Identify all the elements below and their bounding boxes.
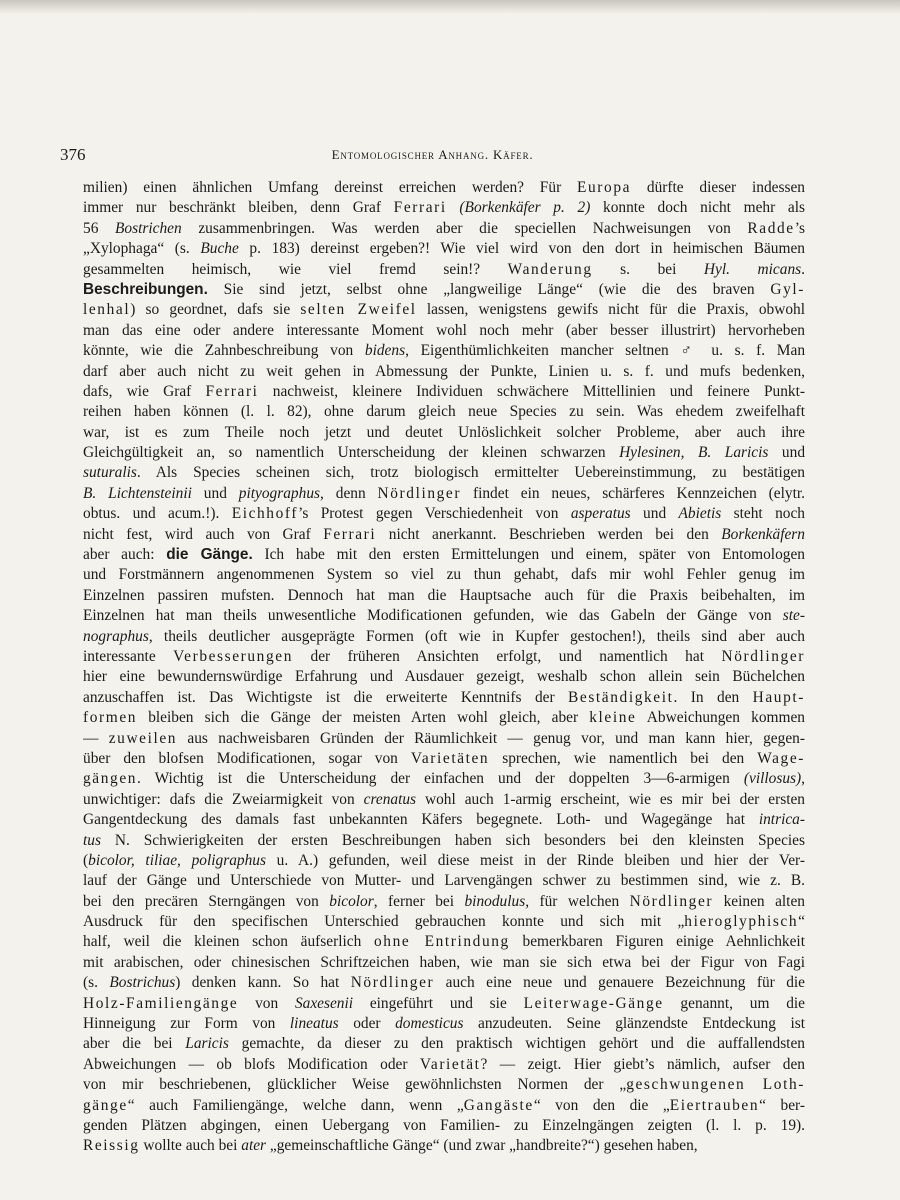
text-run: Nördlinger bbox=[721, 647, 805, 665]
text-line bbox=[83, 1096, 805, 1116]
text-run: domesticus bbox=[395, 1015, 464, 1033]
text-run: und bbox=[630, 505, 679, 523]
text-line bbox=[83, 280, 805, 300]
text-run: Nördlinger bbox=[377, 484, 462, 502]
text-line bbox=[83, 402, 805, 422]
text-run: tus bbox=[83, 831, 101, 849]
text-line bbox=[83, 239, 805, 259]
text-run: „Xylophaga“ (s. bbox=[83, 240, 201, 258]
text-run: ’s Protest gegen Verschiedenheit von bbox=[298, 505, 571, 523]
text-line bbox=[83, 810, 805, 830]
text-run: u. A.) gefunden, weil diese meist in der Rinde bleiben und hier der Ver- bbox=[265, 851, 805, 869]
text-run: , theils deutlicher ausgeprägte Formen (oft wie in Kupfer gestochen!), theils sind aber auch bbox=[148, 627, 805, 645]
text-run: reihen haben können (l. l. 82), ohne darum gleich neue Species zu sein. Was ehedem zweifelhaft bbox=[83, 403, 805, 421]
text-run: bemerkbaren Figuren einige Aehnlichkeit bbox=[509, 933, 805, 951]
text-run: Nördlinger bbox=[350, 974, 435, 992]
text-run: zusammenbringen. Was werden aber die speciellen Nachweisungen von bbox=[181, 219, 748, 237]
page-number: 376 bbox=[60, 145, 86, 164]
text-run: 56 bbox=[83, 219, 116, 237]
text-run: „gemeinschaftliche Gänge“ (und zwar „handbreite?“) gesehen haben, bbox=[266, 1137, 698, 1155]
text-line bbox=[83, 443, 805, 463]
text-run: Einzelnen hat man theils unwesentliche Modificationen gefunden, wie das Gabeln der Gänge von bbox=[83, 607, 783, 625]
text-run: ater bbox=[241, 1137, 267, 1155]
text-line bbox=[83, 1034, 805, 1054]
text-line bbox=[83, 871, 805, 891]
text-run: binodulus bbox=[464, 892, 526, 910]
text-run: Bostrichus bbox=[109, 974, 176, 992]
text-run: mit arabischen, oder chinesischen Schriftzeichen haben, wie man sie sich etwa bei der Figur von Fagi bbox=[83, 953, 805, 971]
text-run: nographus bbox=[83, 627, 149, 645]
text-run: und bbox=[191, 484, 239, 502]
text-run: Beständigkeit bbox=[568, 688, 674, 706]
text-run: Einzelnen passiren mufsten. Dennoch hat man die Hauptsache auch für die Praxis beibehalten, im bbox=[83, 586, 805, 604]
text-run: könnte, wie die Zahnbeschreibung von bbox=[83, 342, 365, 360]
text-run: . bbox=[801, 260, 805, 278]
text-line bbox=[83, 729, 805, 749]
section-heading: die Gänge. bbox=[166, 546, 253, 564]
text-run: , ferner bei bbox=[373, 892, 465, 910]
text-run: dafs, wie Graf bbox=[83, 382, 206, 400]
text-run: bicolor, tiliae, poligraphus bbox=[88, 851, 266, 869]
text-line bbox=[83, 749, 805, 769]
text-run: Radde bbox=[747, 219, 795, 237]
text-run: s. bei bbox=[592, 260, 704, 278]
text-line bbox=[83, 912, 805, 932]
text-line bbox=[83, 790, 805, 810]
text-run: genannt, um die bbox=[663, 994, 805, 1012]
text-run: N. Schwierigkeiten der ersten Beschreibungen haben sich besonders bei den kleinsten Species bbox=[100, 831, 805, 849]
text-line bbox=[83, 627, 805, 647]
text-run: lineatus bbox=[289, 1015, 339, 1033]
text-line bbox=[83, 300, 805, 320]
text-run: obtus. und acum.!). bbox=[83, 505, 232, 523]
text-run: hier eine bewundernswürdige Erfahrung und Ausdauer gezeigt, weshalb schon allein sein Büchelchen bbox=[83, 668, 805, 686]
text-run: selten Zweifel bbox=[300, 301, 417, 319]
text-run: Hylesinen, B. Laricis bbox=[619, 444, 769, 462]
text-run: crenatus bbox=[363, 790, 417, 808]
text-run: formen bbox=[83, 709, 138, 727]
text-line bbox=[83, 484, 805, 504]
text-run: gesammelten heimisch, wie viel fremd sein!? bbox=[83, 260, 508, 278]
text-run: keinen alten bbox=[713, 892, 805, 910]
text-run: darf aber auch nicht zu weit gehen in Abmessung der Punkte, Linien u. s. f. und mufs bedenken, bbox=[83, 362, 805, 380]
text-run: Abweichungen — ob blofs Modification oder bbox=[83, 1055, 420, 1073]
text-line bbox=[83, 586, 805, 606]
text-line bbox=[83, 525, 805, 545]
text-run: intrica- bbox=[758, 811, 805, 829]
text-run: Varietät bbox=[419, 1055, 481, 1073]
text-run: über den blofsen Modificationen, sogar von bbox=[83, 749, 411, 767]
text-run: Borkenkäfern bbox=[721, 525, 805, 543]
text-run: lauf der Gänge und Unterschiede von Mutter- und Larvengängen schwer zu bestimmen sind, wie z. B. bbox=[83, 872, 805, 890]
text-run: Bostrichen bbox=[115, 219, 182, 237]
text-line bbox=[83, 606, 805, 626]
text-run: kleine bbox=[589, 709, 637, 727]
text-line bbox=[83, 260, 805, 280]
text-run: milien) einen ähnlichen Umfang dereinst erreichen werden? Für bbox=[83, 179, 578, 196]
text-run: (Borkenkäfer p. 2) bbox=[459, 199, 591, 217]
text-run: von mir beschriebenen, glücklicher Weise gewöhnlichsten Normen der „ bbox=[83, 1076, 627, 1094]
text-run: Ferrari bbox=[323, 525, 377, 543]
text-line bbox=[83, 1136, 805, 1156]
text-run: ’s bbox=[794, 219, 805, 237]
text-run: findet ein neues, schärferes Kennzeichen (elytr. bbox=[461, 484, 805, 502]
text-run: geschwungenen Loth- bbox=[626, 1076, 805, 1094]
text-run: Hyl. micans bbox=[703, 260, 802, 278]
text-run: — bbox=[83, 729, 109, 747]
text-run: suturalis bbox=[83, 464, 137, 482]
text-run: Abietis bbox=[678, 505, 722, 523]
text-run: anzuschaffen ist. Das Wichtigste ist die erweiterte Kenntnifs der bbox=[83, 688, 569, 706]
text-run: Nördlinger bbox=[629, 892, 714, 910]
text-run: bicolor bbox=[329, 892, 374, 910]
text-run: Gangäste bbox=[463, 1096, 534, 1114]
body-text bbox=[83, 178, 805, 1157]
text-run: (s. bbox=[83, 974, 110, 992]
text-line bbox=[83, 769, 805, 789]
text-run: Eiertrauben bbox=[669, 1096, 760, 1114]
text-run: konnte doch nicht mehr als bbox=[590, 199, 805, 217]
text-line bbox=[83, 178, 805, 198]
text-run: eingeführt und sie bbox=[353, 994, 524, 1012]
text-run: Varietäten bbox=[410, 749, 490, 767]
text-run: Gyl- bbox=[770, 280, 805, 298]
text-run: Leiterwage-Gänge bbox=[523, 994, 664, 1012]
text-run: nicht anerkannt. Beschrieben werden bei den bbox=[376, 525, 722, 543]
text-run: interessante bbox=[83, 647, 174, 665]
text-run: bei den precären Sterngängen von bbox=[83, 892, 330, 910]
text-run: man das eine oder andere interessante Moment wohl noch mehr (aber besser illustrirt) hervorheben bbox=[83, 321, 805, 339]
text-run: Ausdruck für den specifischen Unterschied gebrauchen konnte und sich mit „ bbox=[83, 913, 685, 931]
text-run: anzudeuten. Seine glänzendste Entdeckung ist bbox=[463, 1015, 805, 1033]
text-run: Gleichgültigkeit an, so namentlich Unterscheidung der kleinen schwarzen bbox=[83, 444, 620, 462]
text-line bbox=[83, 831, 805, 851]
text-run: war, ist es zum Theile noch jetzt und deutet Unlöslichkeit solcher Probleme, aber auch ihre bbox=[83, 423, 805, 441]
scan-edge bbox=[0, 0, 900, 14]
text-run: oder bbox=[338, 1015, 396, 1033]
text-run: unwichtiger: dafs die Zweiarmigkeit von bbox=[83, 790, 364, 808]
text-run: Europa bbox=[577, 179, 632, 196]
text-line bbox=[83, 932, 805, 952]
text-run: nicht fest, wird auch von Graf bbox=[83, 525, 324, 543]
text-run: bleiben sich die Gänge der meisten Arten wohl gleich, aber bbox=[137, 709, 590, 727]
text-line bbox=[83, 688, 805, 708]
text-run: Haupt- bbox=[752, 688, 805, 706]
text-run: ? — zeigt. Hier giebt’s nämlich, aufser den bbox=[480, 1055, 805, 1073]
text-run: wollte auch bei bbox=[139, 1137, 242, 1155]
text-run: von bbox=[238, 994, 295, 1012]
text-line bbox=[83, 667, 805, 687]
text-run: aber die bei bbox=[83, 1035, 186, 1053]
page-header bbox=[60, 145, 805, 167]
text-run: Ferrari bbox=[205, 382, 259, 400]
text-run: . Wichtig ist die Unterscheidung der einfachen und der doppelten 3—6-armigen bbox=[137, 770, 744, 788]
text-line bbox=[83, 362, 805, 382]
text-run: Gangentdeckung des damals fast unbekannten Käfers begegnete. Loth- und Wagegänge hat bbox=[83, 811, 759, 829]
text-line bbox=[83, 851, 805, 871]
text-run: Eichhoff bbox=[231, 505, 299, 523]
text-run: ste- bbox=[782, 607, 805, 625]
text-run: Buche bbox=[200, 240, 239, 258]
text-run: gänge bbox=[83, 1096, 128, 1114]
text-line bbox=[83, 708, 805, 728]
text-line bbox=[83, 973, 805, 993]
text-run: Saxesenii bbox=[294, 994, 354, 1012]
text-run: “ bbox=[798, 913, 805, 931]
text-line bbox=[83, 994, 805, 1014]
text-run: aber auch: bbox=[83, 546, 167, 564]
text-line bbox=[83, 504, 805, 524]
text-run: Wage- bbox=[757, 749, 805, 767]
text-run: , für welchen bbox=[525, 892, 630, 910]
text-run: , Eigenthümlichkeiten mancher seltnen ♂ u. s. f. Man bbox=[405, 342, 805, 360]
text-line bbox=[83, 892, 805, 912]
text-run: Hinneigung zur Form von bbox=[83, 1015, 290, 1033]
section-heading: Beschreibungen. bbox=[83, 280, 208, 298]
text-line bbox=[83, 1116, 805, 1136]
text-run: . Als Species scheinen sich, trotz biologisch ermittelter Uebereinstimmung, zu bestätigen bbox=[136, 464, 805, 482]
text-run bbox=[447, 199, 460, 216]
text-run: pityographus bbox=[238, 484, 321, 502]
text-run: “ auch Familiengänge, welche dann, wenn „ bbox=[127, 1096, 464, 1114]
text-run: steht noch bbox=[721, 505, 805, 523]
text-run: gemachte, da dieser zu den praktisch wichtigen gehört und die auffallendsten bbox=[228, 1035, 805, 1053]
text-line bbox=[83, 198, 805, 218]
text-line bbox=[83, 1014, 805, 1034]
text-run: , bbox=[801, 770, 805, 788]
text-run: lassen, wenigstens gewifs nicht für die Praxis, obwohl bbox=[416, 301, 805, 319]
text-run: genden Plätzen abgingen, einen Uebergang von Familien- zu Einzelngängen zeigten (l. l. p. 19). bbox=[83, 1116, 805, 1134]
text-run: Ferrari bbox=[393, 199, 447, 217]
text-line bbox=[83, 463, 805, 483]
text-run: Verbesserungen bbox=[173, 647, 293, 665]
text-run: Reissig bbox=[83, 1137, 140, 1155]
text-run: Laricis bbox=[185, 1035, 229, 1053]
text-run: p. 183) dereinst ergeben?! Wie viel wird von den dort in heimischen Bäumen bbox=[238, 240, 805, 258]
text-run: nachweist, kleinere Individuen schwächere Mittellinien und feinere Punkt- bbox=[258, 382, 805, 400]
text-run: sprechen, wie namentlich bei den bbox=[489, 749, 758, 767]
text-run: hieroglyphisch bbox=[684, 913, 799, 931]
text-run: wohl auch 1-armig erscheint, wie es mir bei der ersten bbox=[416, 790, 805, 808]
text-run: bidens bbox=[364, 342, 406, 360]
text-run: lenhal bbox=[83, 301, 131, 319]
text-run: half, weil die kleinen schon äufserlich bbox=[83, 933, 374, 951]
text-run: dürfte dieser indessen bbox=[631, 179, 805, 196]
text-line bbox=[83, 1075, 805, 1095]
text-line bbox=[83, 953, 805, 973]
text-run: Sie sind jetzt, selbst ohne „langweilige Länge“ (wie die des braven bbox=[207, 280, 771, 298]
text-run: der früheren Ansichten erfolgt, und namentlich hat bbox=[293, 647, 722, 665]
text-run: ohne Entrindung bbox=[374, 933, 510, 951]
text-line bbox=[83, 1055, 805, 1075]
text-run: “ von den die „ bbox=[533, 1096, 670, 1114]
text-run: Ich habe mit den ersten Ermittelungen und einem, später von Entomologen bbox=[252, 546, 805, 564]
text-run: gängen bbox=[83, 770, 138, 788]
text-line bbox=[83, 565, 805, 585]
text-run: und bbox=[768, 444, 805, 462]
text-line bbox=[83, 382, 805, 402]
text-line bbox=[83, 321, 805, 341]
text-run: ) so geordnet, dafs sie bbox=[130, 301, 301, 319]
text-run: “ ber- bbox=[759, 1096, 805, 1114]
text-line bbox=[83, 341, 805, 361]
text-run: , denn bbox=[320, 484, 378, 502]
text-run: auch eine neue und genauere Bezeichnung für die bbox=[434, 974, 805, 992]
text-run: immer nur beschränkt bleiben, denn Graf bbox=[83, 199, 394, 217]
text-run: Wanderung bbox=[507, 260, 593, 278]
text-run: und Forstmännern angenommenen System so viel zu thun gehabt, dafs mir wohl Fehler genug im bbox=[83, 566, 805, 584]
text-run: asperatus bbox=[570, 505, 631, 523]
text-run: ( bbox=[83, 851, 89, 869]
text-run: aus nachweisbaren Gründen der Räumlichkeit — genug vor, und man kann hier, gegen- bbox=[177, 729, 805, 747]
text-run: Holz-Familiengänge bbox=[83, 994, 239, 1012]
text-line bbox=[83, 647, 805, 667]
text-line bbox=[83, 423, 805, 443]
running-head: Entomologischer Anhang. Käfer. bbox=[331, 147, 534, 162]
text-line bbox=[83, 545, 805, 565]
text-run: ) denken kann. So hat bbox=[175, 974, 351, 992]
text-run: zuweilen bbox=[108, 729, 178, 747]
text-run: B. Lichtensteinii bbox=[83, 484, 192, 502]
text-line bbox=[83, 219, 805, 239]
text-run: (villosus) bbox=[743, 770, 802, 788]
text-run: . In den bbox=[673, 688, 753, 706]
text-run: Abweichungen kommen bbox=[636, 709, 805, 727]
